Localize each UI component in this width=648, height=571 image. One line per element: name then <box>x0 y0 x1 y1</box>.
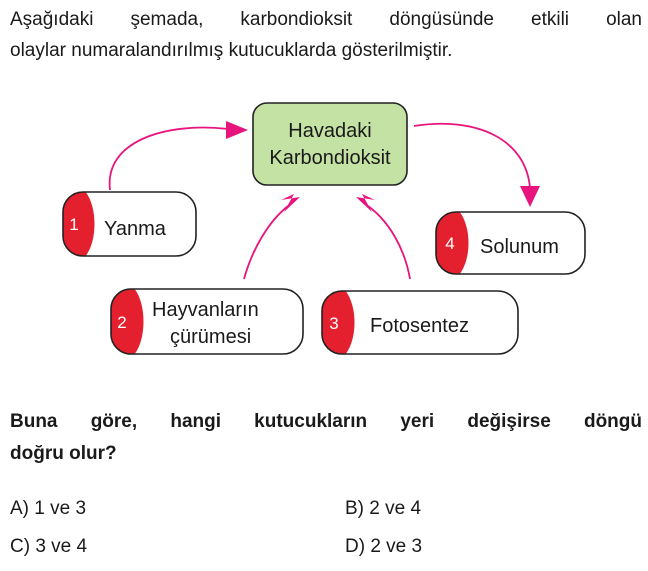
badge-number-3: 3 <box>329 314 339 333</box>
node-1 <box>60 190 196 258</box>
arrowhead-1 <box>226 121 248 139</box>
option-c[interactable]: C) 3 ve 4 <box>10 536 88 557</box>
center-box <box>253 103 407 185</box>
center-label-line-1: Havadaki <box>288 120 372 142</box>
arrow-yanma-to-co2 <box>110 128 228 190</box>
question-text <box>10 406 642 470</box>
option-b[interactable]: B) 2 ve 4 <box>345 498 422 519</box>
center-label-line-2: Karbondioksit <box>269 147 391 169</box>
arrow-hayvan-to-co2 <box>244 206 288 279</box>
node-2-label-line-1: Hayvanların <box>152 299 259 321</box>
node-3-label: Fotosentez <box>370 315 469 337</box>
node-1-label: Yanma <box>104 218 166 240</box>
question-line-1: Buna göre, hangi kutucukların yeri değişirse döngü <box>10 411 642 432</box>
intro-line-1: Aşağıdaki şemada, karbondioksit döngüsünde etkili olan <box>10 9 642 30</box>
option-a[interactable]: A) 1 ve 3 <box>10 498 87 519</box>
badge-number-1: 1 <box>69 215 79 234</box>
node-2 <box>108 287 303 356</box>
badge-number-4: 4 <box>445 234 455 253</box>
badge-number-2: 2 <box>117 313 127 332</box>
arrow-co2-to-solunum <box>414 124 530 188</box>
arrowhead-2 <box>520 186 540 207</box>
option-d[interactable]: D) 2 ve 3 <box>345 536 423 557</box>
intro-line-2: olaylar numaralandırılmış kutucuklarda gösterilmiştir. <box>10 40 453 61</box>
node-2-label-line-2: çürümesi <box>170 326 252 348</box>
question-line-2: doğru olur? <box>10 443 117 464</box>
node-3 <box>319 289 518 356</box>
node-4 <box>433 210 585 276</box>
center-node <box>253 103 407 185</box>
node-4-label: Solunum <box>480 236 559 258</box>
arrow-fotosentez-to-co2 <box>368 206 410 279</box>
